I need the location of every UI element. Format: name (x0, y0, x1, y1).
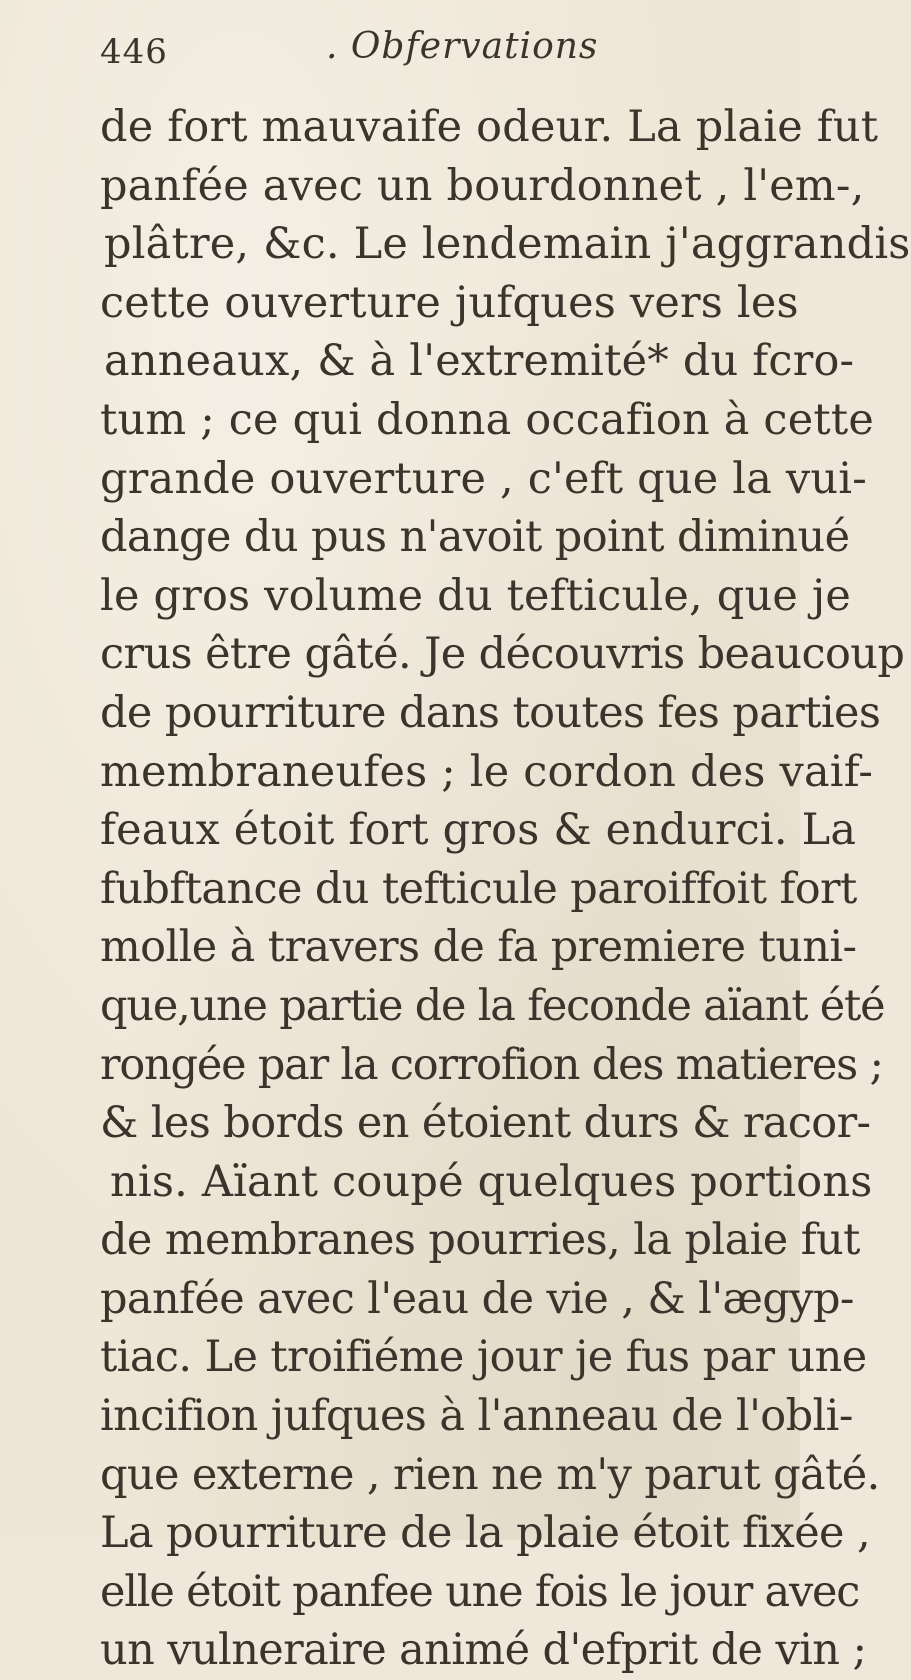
page-number: 446 (100, 32, 168, 72)
text-line: que,une partie de la feconde aïant été (100, 980, 885, 1031)
text-line: grande ouverture , c'eft que la vui- (100, 453, 867, 504)
text-line: de membranes pourries, la plaie fut (100, 1215, 860, 1266)
text-line: nis. Aïant coupé quelques portions (110, 1156, 873, 1207)
text-line: rongée par la corrofion des matieres ; (100, 1039, 883, 1090)
text-line: de fort mauvaife odeur. La plaie fut (100, 102, 879, 152)
text-line: & les bords en étoient durs & racor- (100, 1098, 871, 1149)
running-title: . Obfervations (326, 26, 599, 67)
page-header (100, 14, 700, 70)
text-line: un vulneraire animé d'efprit de vin ; (100, 1625, 867, 1676)
text-line: tiac. Le troifiéme jour je fus par une (100, 1332, 867, 1383)
text-line: feaux étoit fort gros & endurci. La (100, 805, 857, 856)
text-line: fubftance du tefticule paroiffoit fort (100, 863, 857, 914)
text-line: que externe , rien ne m'y parut gâté. (100, 1449, 880, 1500)
text-line: dange du pus n'avoit point diminué (100, 512, 850, 563)
text-line: panfée avec un bourdonnet , l'em-, (100, 160, 865, 211)
text-line: panfée avec l'eau de vie , & l'ægyp- (100, 1273, 854, 1324)
text-line: La pourriture de la plaie étoit fixée , (100, 1508, 871, 1559)
text-line: crus être gâté. Je découvris beaucoup (100, 629, 905, 680)
text-line: le gros volume du tefticule, que je (100, 570, 852, 621)
text-line: incifion jufques à l'anneau de l'obli- (100, 1391, 853, 1442)
text-line: membraneufes ; le cordon des vaif- (100, 746, 874, 797)
text-line: molle à travers de fa premiere tuni- (100, 922, 857, 973)
text-line: tum ; ce qui donna occafion à cette (100, 394, 874, 445)
text-line: anneaux, & à l'extremité* du fcro- (104, 336, 855, 387)
text-line: cette ouverture jufques vers les (100, 277, 799, 328)
text-line: elle étoit panfee une fois le jour avec (100, 1566, 860, 1617)
text-line: de pourriture dans toutes fes parties (100, 687, 881, 738)
body-text (100, 98, 911, 1680)
text-line: plâtre, &c. Le lendemain j'aggrandis (104, 219, 911, 270)
